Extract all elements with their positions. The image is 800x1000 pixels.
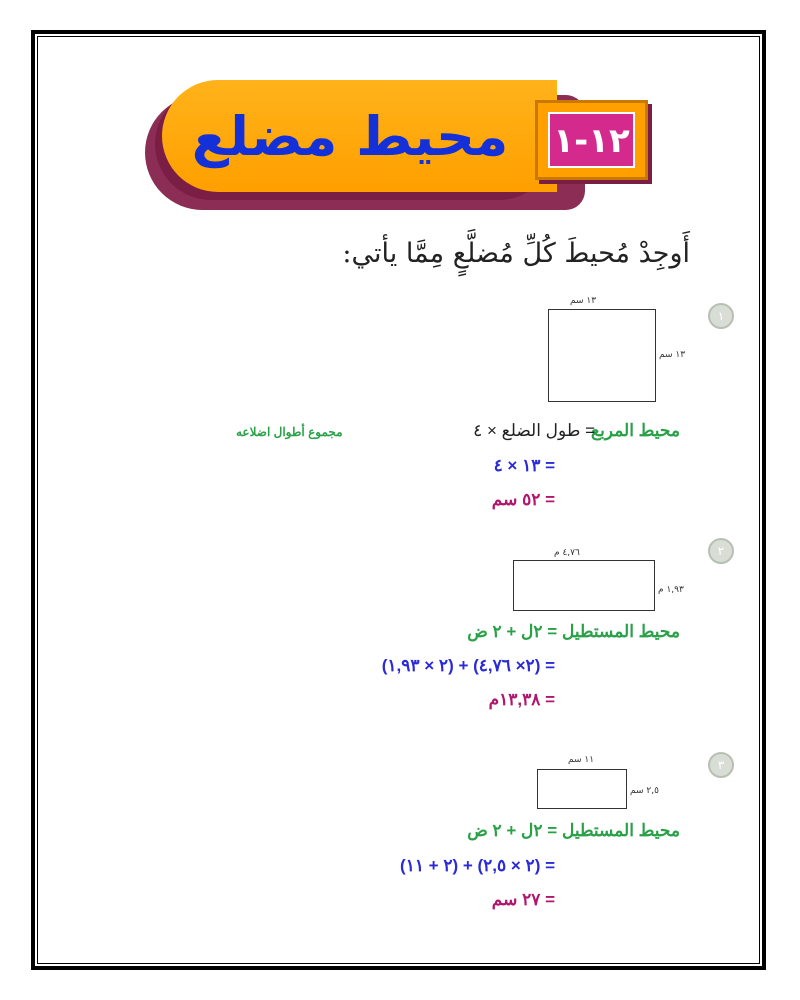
rect2-result: = ٢٧ سم [491,890,555,909]
square-shape [548,309,656,402]
square-step1: = ١٣ × ٤ [493,456,555,475]
formula-rect2 [467,821,680,841]
formula-rect1 [467,622,680,642]
lesson-title: محيط مضلع [191,105,509,168]
question-number-1: ١ [708,303,734,329]
rect2-side-label: ٢,٥ سم [630,786,659,796]
rect1-side-label: ١,٩٣ م [658,585,684,595]
lesson-number-badge [535,100,648,180]
instruction-text: أَوجِدْ مُحيطَ كُلِّ مُضلَّعٍ مِمَّا يأتي: [342,238,690,269]
rectangle-1-shape [513,560,655,611]
lesson-number: ١٢-١ [548,112,635,168]
formula-square-rhs: = طول الضلع × ٤ [473,421,595,440]
square-note: مجموع أطوال اضلاعه [236,425,343,439]
formula-square-name: محيط المربع [591,421,680,440]
formula-rect1-name: محيط المستطيل [561,622,680,641]
rectangle-2-shape [537,769,627,809]
rect2-step1: = (٢ × ٢,٥) + (٢ + ١١) [400,856,555,875]
square-side-label: ١٣ سم [659,350,686,360]
rect2-top-label: ١١ سم [568,755,595,765]
formula-rect1-rhs: = ٢ل + ٢ ض [467,622,558,641]
square-top-label: ١٣ سم [570,296,597,306]
square-result: = ٥٢ سم [491,490,555,509]
rect1-top-label: ٤,٧٦ م [554,548,580,558]
formula-rect2-rhs: = ٢ل + ٢ ض [467,821,558,840]
question-number-2: ٢ [708,538,734,564]
question-number-3: ٣ [708,752,734,778]
rect1-step1: = (٢× ٤,٧٦) + (٢ × ١,٩٣) [381,656,555,675]
rect1-result: = ١٣,٣٨م [488,690,555,709]
formula-rect2-name: محيط المستطيل [561,821,680,840]
